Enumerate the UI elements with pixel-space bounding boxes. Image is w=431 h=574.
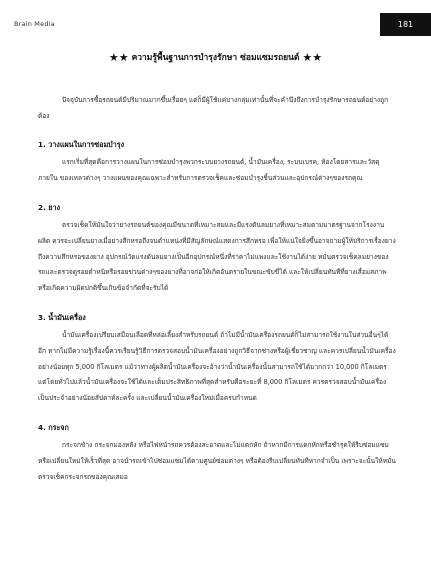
section-heading: 3. น้ำมันเครื่อง [38,313,86,323]
section-paragraph: กระจกข้าง กระจกมองหลัง หรือไฟหน้ารถควรต้องสะอาดและไม่แตกหัก ถ้าหากมีการแตกหักหรือชำรุดให้รีบซ่อมแซมหรือเปลี่ยนใหม่ให้เร็วที่สุด อาจนำรถเข้าไปซ่อมแซมได้ตามศูนย์ซ่อมต่างๆ หรือต้องรีบเปลี่ยนทันทีหากจำเป็น เพราะจะนั้นให้หมั่นตรวจเช็คกระจกรถของคุณเสมอ [38,441,396,481]
section-heading: 4. กระจก [38,423,69,433]
star-icon: ★ [312,51,323,64]
section-paragraph: แรกเริ่มที่สุดคือการวางแผนในการซ่อมบำรุงพวกระบบยางรถยนต์, น้ำมันเครื่อง, ระบบเบรค, ห้องโดยสารและวัสดุภายใน ของเหลวต่างๆ วางแผนของคุณเฉพาะสำหรับการตรวจเช็คและซ่อมบำรุงชิ้นส่วนและอุปกรณ์ต่างๆของรถคุณ [38,158,380,182]
brand-name: Brain Media [14,20,55,28]
section-paragraph: น้ำมันเครื่องเปรียบเสมือนเลือดที่หล่อเลี้ยงสำหรับรถยนต์ ถ้าไม่มีน้ำมันเครื่องรถยนต์ก็ไม่สามารถใช้งานในส่วนอื่นๆได้อีก หากไม่มีความรู้เรื่องนี้ควรเรียนรู้วิธีการตรวจสอบน้ำมันเครื่องอย่างถูกวิธีจากช่างหรือผู้เชี่ยวชาญ และควรเปลี่ยนน้ำมันเครื่องอย่างน้อยทุก 5,000 กิโลเมตร แม้ว่าทางผู้ผลิตน้ำมันเครื่องจะอ้างว่าน้ำมันเครื่องนั้นสามารถใช้ได้มากกว่า 10,000 กิโลเมตร แต่โดยทั่วไปแล้วน้ำมันเครื่องจะใช้ได้และเต็มประสิทธิภาพที่สุดสำหรับคือระยะที่ 8,000 กิโลเมตร ควรตรวจสอบน้ำมันเครื่องเป็นประจำอย่างน้อยสัปดาห์ละครั้ง และเปลี่ยนน้ำมันเครื่องใหม่เมื่อครบกำหนด [38,331,396,402]
document-body [38,93,396,501]
star-icon: ★ [302,51,313,64]
section-engine-oil [38,312,396,406]
section-maintenance-plan [38,139,396,186]
title-text: ความรู้พื้นฐานการบำรุงรักษา ซ่อมแซมรถยนต์ [131,53,300,63]
section-mirrors [38,422,396,485]
star-icon: ★ [118,51,129,64]
section-paragraph: ตรวจเช็คให้มั่นใจว่ายางรถยนต์ของคุณมีขนาดที่เหมาะสมและมีแรงดันลมยางที่เหมาะสมตามมาตรฐานจากโรงงานผลิต ควรจะเปลี่ยนยางเมื่อยางสึกหรอถึงจนตำแหน่งที่มีสัญลักษณ์แสดงการสึกหรอ เพื่อให้แน่ใจยิ่งขึ้นอาจถามผู้ให้บริการเรื่องยางถึงความสึกหรอของยาง อุปกรณ์วัดแรงดันลมยางเป็นอีกอุปกรณ์หนึ่งที่ราคาไม่แพงและใช้งานได้ง่าย หมั่นตรวจเช็คลมยางของรถและตรวจดูรอยตำหนิหรือรอยข่วนต่างๆของยางที่อาจก่อให้เกิดอันตรายในขณะขับขี่ได้ และให้เปลี่ยนทันทีที่ยางเสื่อมสภาพหรือเกิดความผิดปกติขึ้นเกินข้อจำกัดที่จะรับได้ [38,221,396,292]
page-header [0,0,431,40]
section-heading: 1. วางแผนในการซ่อมบำรุง [38,140,125,150]
star-icon: ★ [108,51,119,64]
section-heading: 2. ยาง [38,203,60,213]
section-tires [38,202,396,296]
intro-paragraph: ปัจจุบันการซื้อรถยนต์มีปริมาณมากขึ้นเรื่อยๆ แต่ก็มีผู้ใช้แค่บางกลุ่มเท่านั้นที่จะคำนึงถึงการบำรุงรักษารถยนต์อย่างถูกต้อง [38,96,389,120]
page-number-badge: 181 [380,13,431,36]
document-title [0,50,431,64]
